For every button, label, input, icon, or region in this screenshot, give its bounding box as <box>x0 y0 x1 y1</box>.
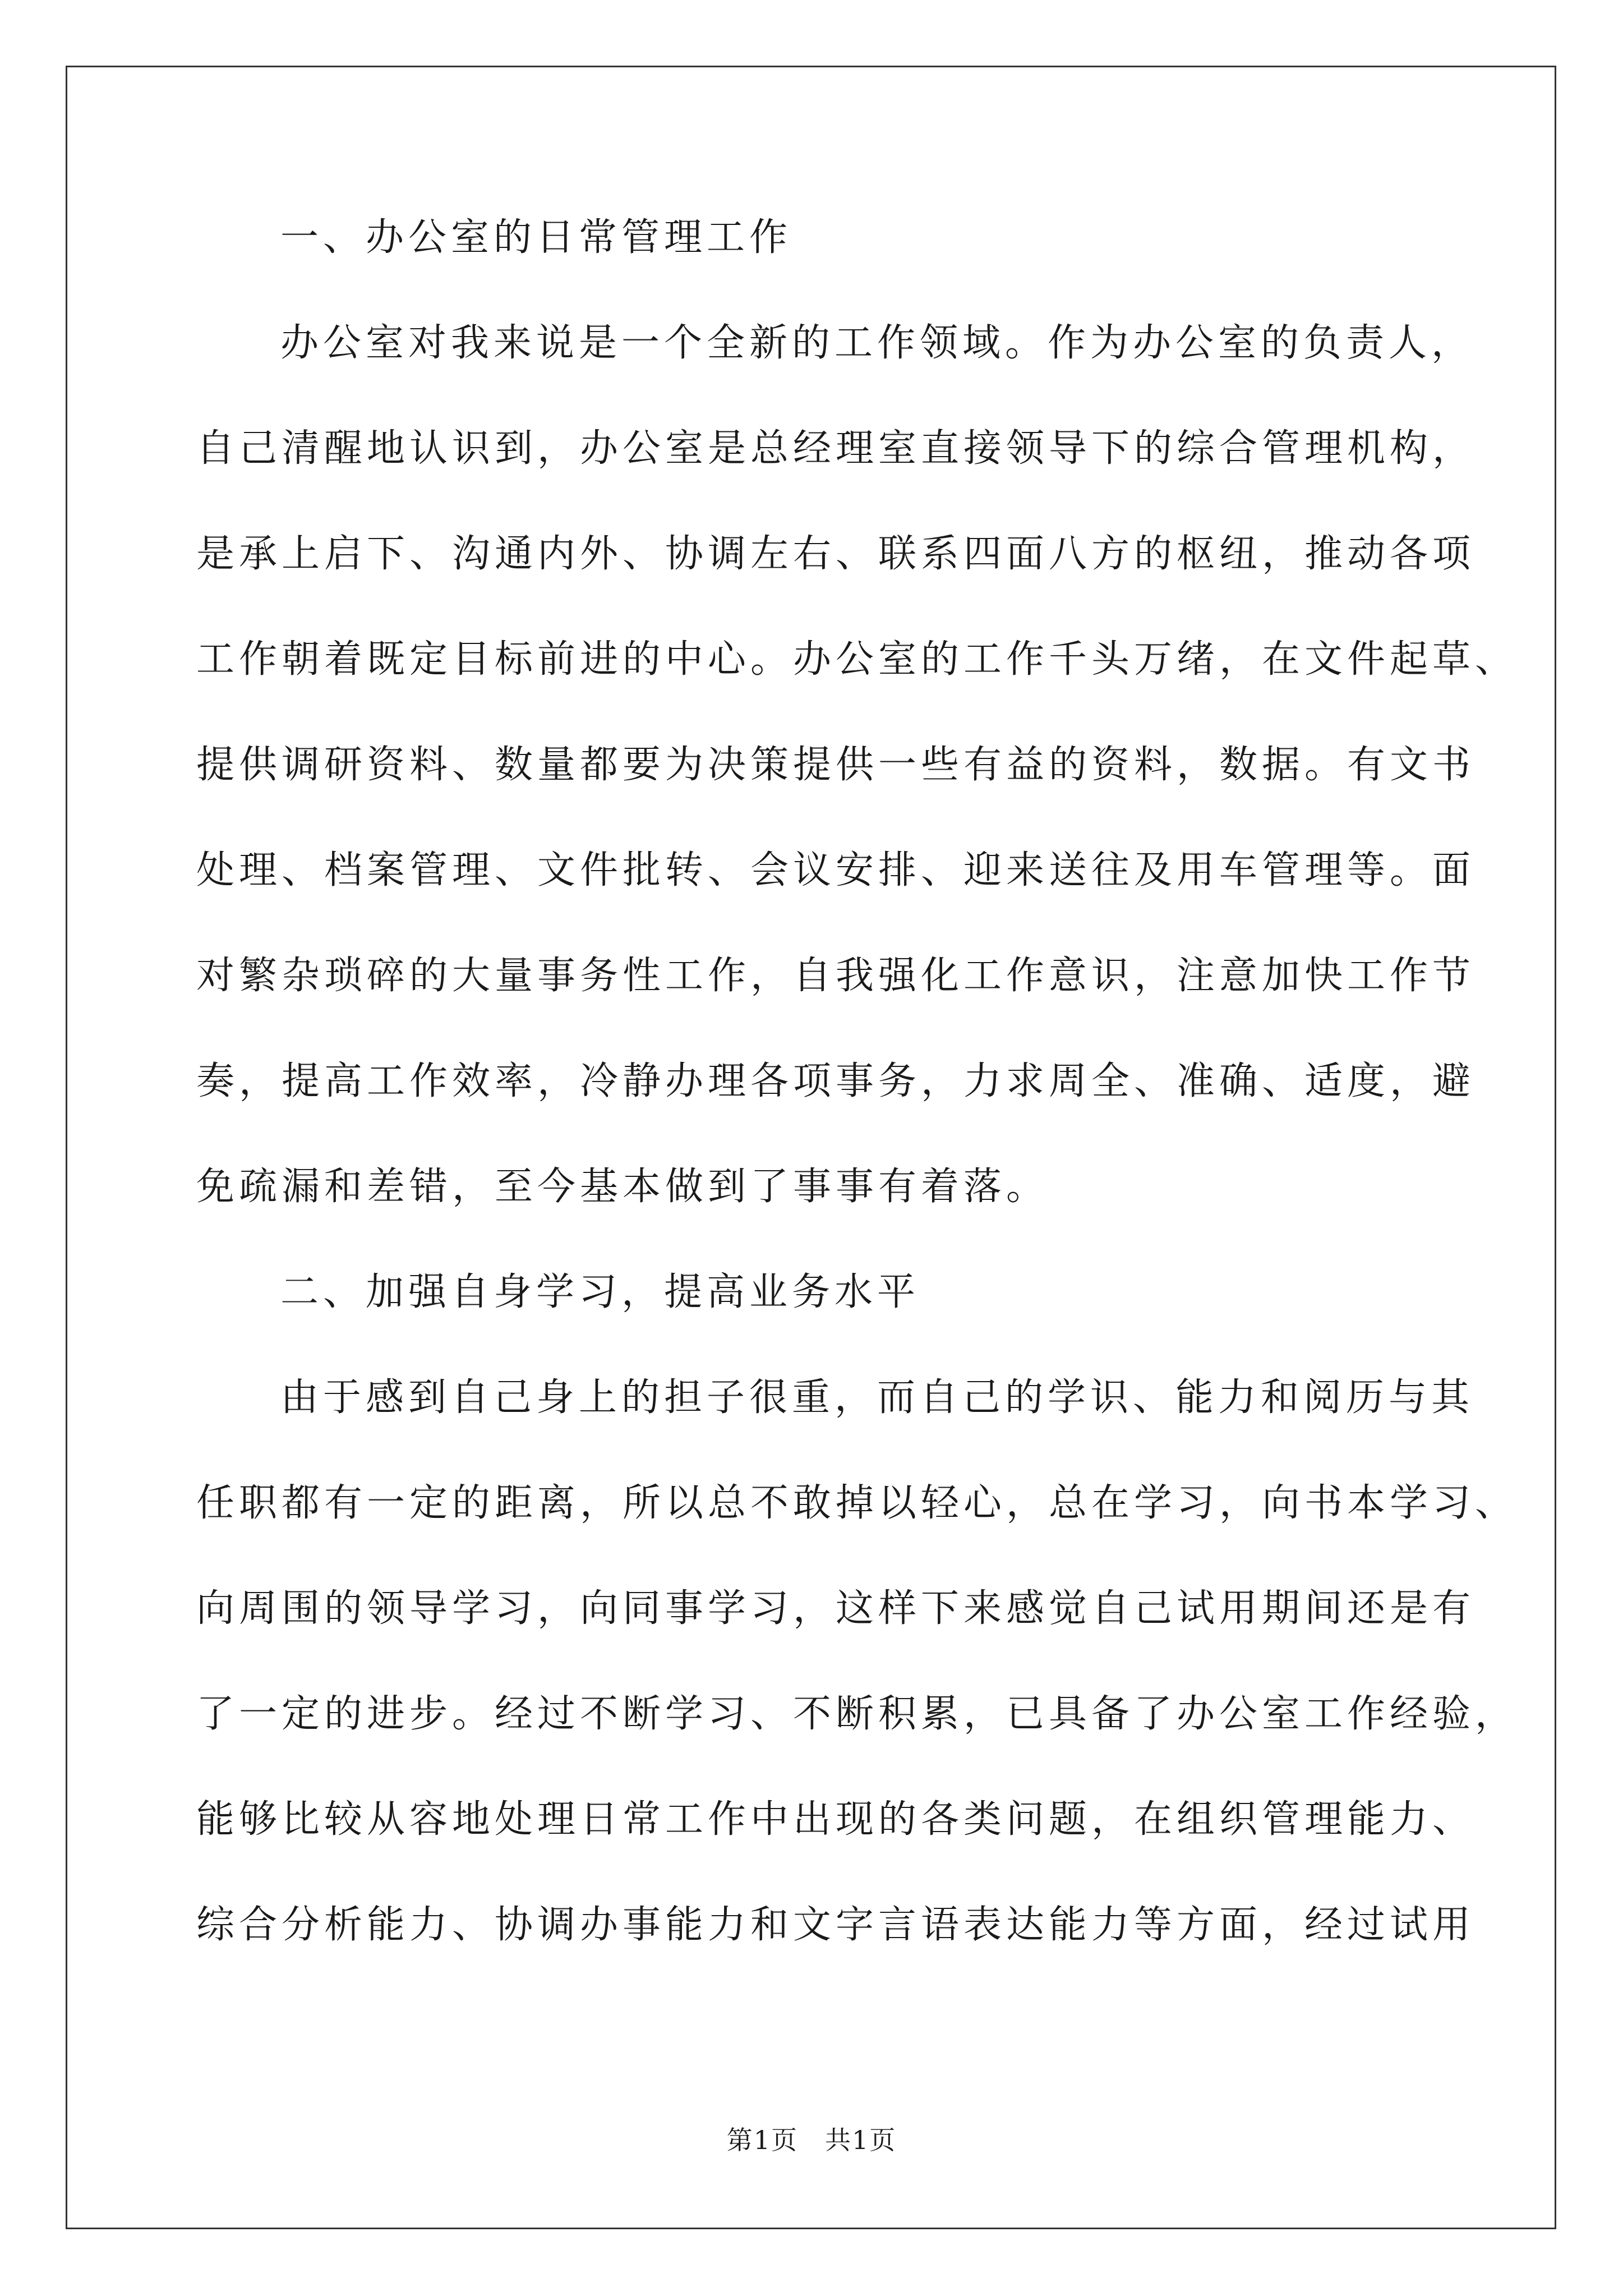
page-footer: 第1页 共1页 <box>726 2125 897 2155</box>
paragraph-line: 自己清醒地认识到，办公室是总经理室直接领导下的综合管理机构， <box>196 426 1476 471</box>
paragraph-line: 由于感到自己身上的担子很重，而自己的学识、能力和阅历与其 <box>280 1375 1474 1420</box>
paragraph-line: 提供调研资料、数量都要为决策提供一些有益的资料，数据。有文书 <box>196 743 1476 787</box>
paragraph-line: 能够比较从容地处理日常工作中出现的各类问题，在组织管理能力、 <box>196 1797 1476 1842</box>
section-heading-2: 二、加强自身学习，提高业务水平 <box>280 1270 920 1314</box>
section-heading-1: 一、办公室的日常管理工作 <box>280 215 792 260</box>
paragraph-line: 向周围的领导学习，向同事学习，这样下来感觉自己试用期间还是有 <box>196 1586 1476 1631</box>
paragraph-line: 任职都有一定的距离，所以总不敢掉以轻心，总在学习，向书本学习、 <box>196 1481 1518 1525</box>
paragraph-line: 综合分析能力、协调办事能力和文字言语表达能力等方面，经过试用 <box>196 1903 1476 1947</box>
paragraph-line: 是承上启下、沟通内外、协调左右、联系四面八方的枢纽，推动各项 <box>196 532 1476 576</box>
paragraph-line: 对繁杂琐碎的大量事务性工作，自我强化工作意识，注意加快工作节 <box>196 954 1476 998</box>
paragraph-line: 免疏漏和差错，至今基本做到了事事有着落。 <box>196 1165 1049 1209</box>
paragraph-line: 了一定的进步。经过不断学习、不断积累，已具备了办公室工作经验， <box>196 1692 1518 1736</box>
paragraph-line: 奏，提高工作效率，冷静办理各项事务，力求周全、准确、适度，避 <box>196 1059 1476 1103</box>
document-body <box>196 215 1518 2009</box>
paragraph-line: 办公室对我来说是一个全新的工作领域。作为办公室的负责人， <box>280 321 1474 365</box>
paragraph-line: 处理、档案管理、文件批转、会议安排、迎来送往及用车管理等。面 <box>196 848 1476 892</box>
paragraph-line: 工作朝着既定目标前进的中心。办公室的工作千头万绪，在文件起草、 <box>196 637 1518 682</box>
